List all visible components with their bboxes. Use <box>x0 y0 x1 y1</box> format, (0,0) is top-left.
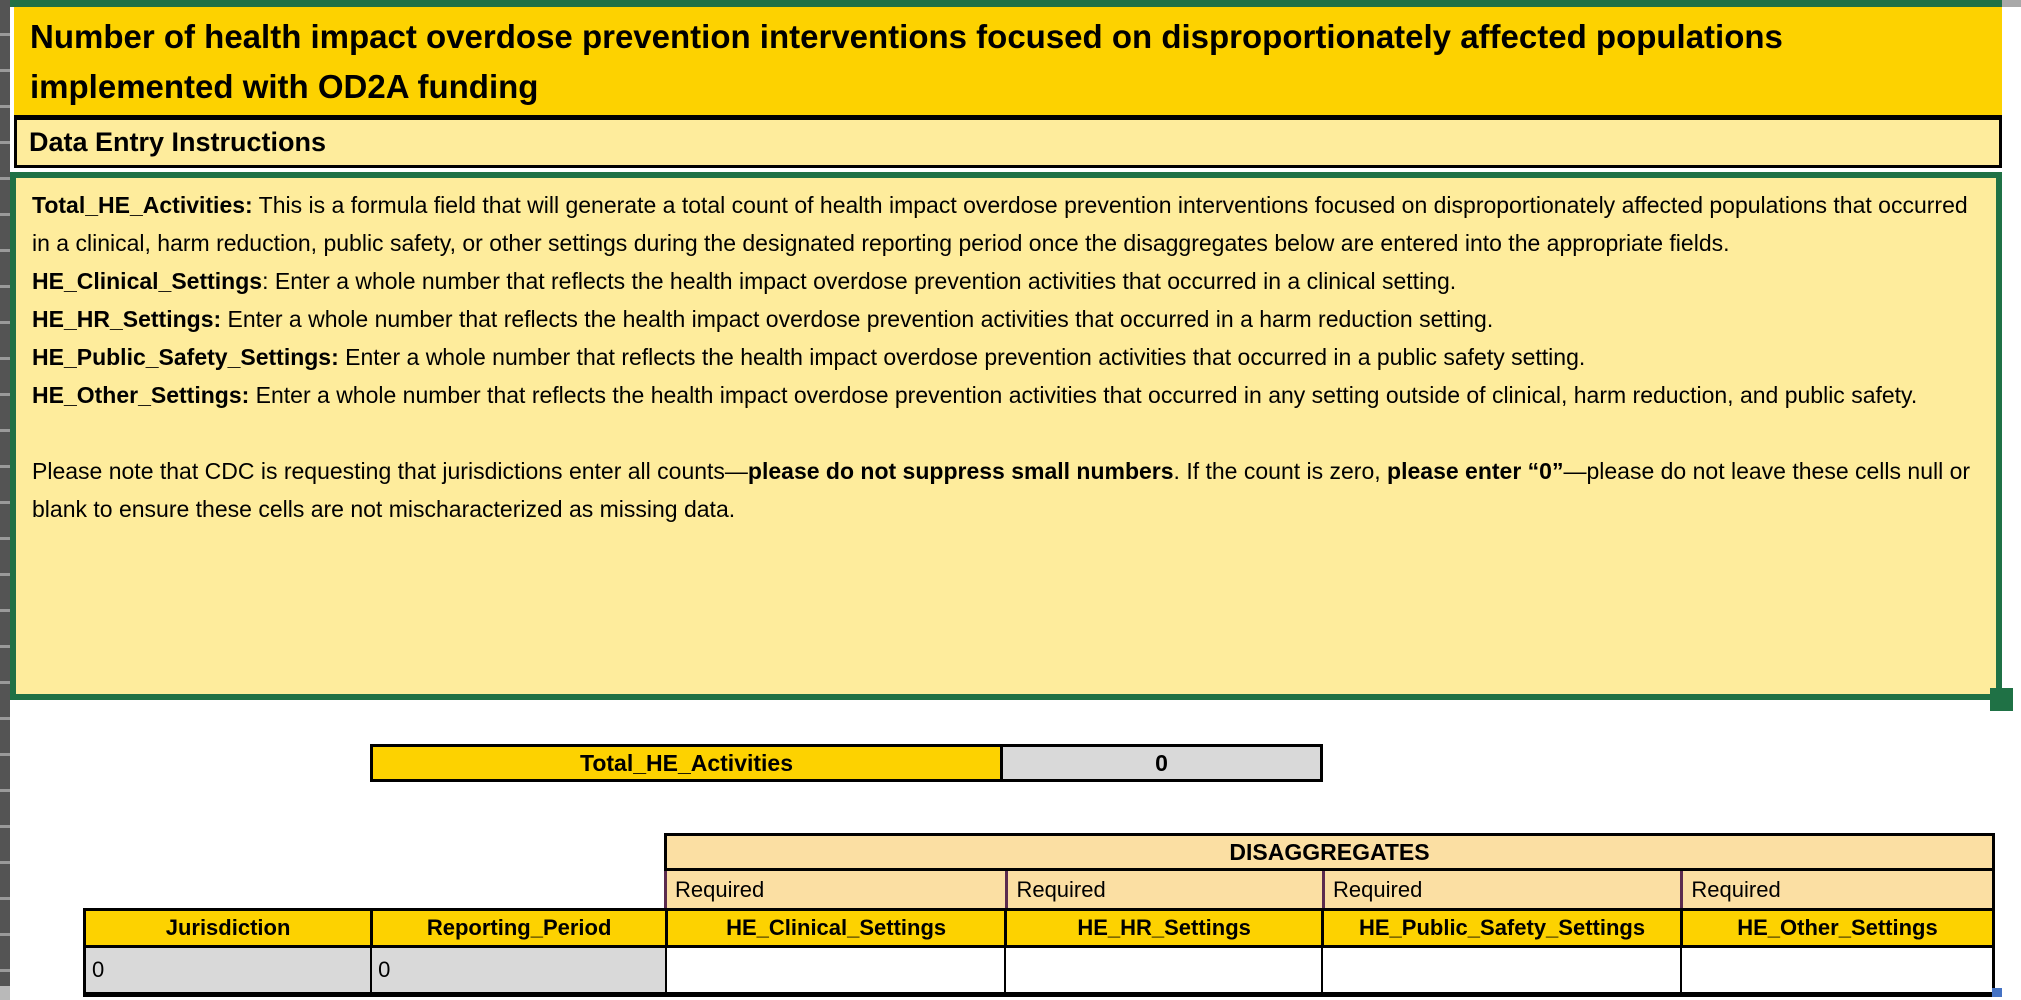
required-cell-other <box>1680 871 1992 908</box>
instruction-term: HE_Public_Safety_Settings: <box>32 344 339 370</box>
total-he-activities-label: Total_HE_Activities <box>579 749 794 776</box>
row-header-strip-foot <box>0 986 10 1000</box>
column-header-he-public-safety-settings <box>1321 911 1680 945</box>
required-label: Required <box>675 876 765 902</box>
data-entry-instructions-header <box>14 120 2002 168</box>
data-cell-he-hr-settings[interactable] <box>1004 948 1321 992</box>
instruction-text: Enter a whole number that reflects the health impact overdose prevention activities that occurred in any setting outside of clinical, harm reduction, and public safety. <box>249 382 1918 408</box>
cell-value: 0 <box>92 957 105 982</box>
column-header-label: HE_Clinical_Settings <box>726 915 947 940</box>
required-cell-public-safety <box>1322 871 1680 908</box>
note-text: Please note that CDC is requesting that jurisdictions enter all counts— <box>32 458 748 484</box>
note-text-bold: please do not suppress small numbers <box>747 458 1174 484</box>
total-he-activities-value: 0 <box>1155 749 1168 776</box>
column-header-he-hr-settings <box>1004 911 1321 945</box>
instruction-text: This is a formula field that will generate a total count of health impact overdose prevention interventions focused on disproportionately affected populations that occurred in a clinical, harm reduction, public safety, or other settings during the designated reporting period once the disaggregates below are entered into the appropriate fields. <box>32 192 1968 256</box>
column-header-label: HE_Public_Safety_Settings <box>1358 915 1646 940</box>
disaggregates-header <box>664 833 1995 871</box>
column-header-jurisdiction <box>86 911 370 945</box>
instruction-term: HE_HR_Settings: <box>32 306 222 332</box>
required-label: Required <box>1691 876 1781 902</box>
note-text-bold: please enter “0” <box>1387 458 1564 484</box>
required-cell-clinical <box>667 871 1005 908</box>
data-cell-jurisdiction[interactable] <box>86 948 370 992</box>
table-header-row <box>83 908 1995 948</box>
data-cell-he-other-settings[interactable] <box>1680 948 1992 992</box>
required-label: Required <box>1333 876 1423 902</box>
required-row <box>664 871 1995 908</box>
data-cell-he-public-safety-settings[interactable] <box>1321 948 1680 992</box>
instruction-term: Total_HE_Activities: <box>32 192 253 218</box>
instruction-item-hr <box>32 300 1978 338</box>
instruction-term: HE_Other_Settings: <box>32 382 250 408</box>
column-header-label: Reporting_Period <box>426 915 612 940</box>
collapsed-row-header-strip <box>0 0 10 1000</box>
column-header-he-other-settings <box>1680 911 1992 945</box>
blue-fill-handle[interactable] <box>1992 988 2002 997</box>
instructions-box <box>10 172 2002 700</box>
sheet-title-text: Number of health impact overdose prevention interventions focused on disproportionately affected populations implemented with OD2A funding <box>30 18 1783 105</box>
top-green-border <box>10 0 2002 7</box>
column-header-label: HE_HR_Settings <box>1077 915 1251 940</box>
green-fill-handle[interactable] <box>1990 688 2013 711</box>
instruction-text: : Enter a whole number that reflects the health impact overdose prevention activities that occurred in a clinical setting. <box>262 268 1457 294</box>
top-gray-corner <box>2002 0 2021 7</box>
cell-value: 0 <box>378 957 391 982</box>
instruction-item-other <box>32 376 1978 414</box>
total-he-activities-label-cell <box>370 744 1003 782</box>
table-data-row <box>83 948 1995 997</box>
instruction-note <box>32 452 1978 528</box>
total-he-activities-value-cell[interactable] <box>1003 744 1323 782</box>
instruction-item-public-safety <box>32 338 1978 376</box>
data-entry-instructions-label: Data Entry Instructions <box>29 127 327 157</box>
instruction-text: Enter a whole number that reflects the health impact overdose prevention activities that occurred in a harm reduction setting. <box>221 306 1494 332</box>
instruction-text: Enter a whole number that reflects the health impact overdose prevention activities that occurred in a public safety setting. <box>338 344 1586 370</box>
column-header-he-clinical-settings <box>665 911 1004 945</box>
column-header-reporting-period <box>370 911 665 945</box>
note-text: . If the count is zero, <box>1173 458 1388 484</box>
disaggregates-label: DISAGGREGATES <box>1229 838 1430 865</box>
sheet-title <box>14 7 2002 120</box>
column-header-label: Jurisdiction <box>165 915 291 940</box>
note-text: —please do not leave these cells null or blank to ensure these cells are not mischaracterized as missing data. <box>32 458 1971 522</box>
required-label: Required <box>1016 876 1106 902</box>
blank-line <box>32 414 1978 452</box>
instruction-term: HE_Clinical_Settings <box>32 268 263 294</box>
column-header-label: HE_Other_Settings <box>1737 915 1938 940</box>
instruction-item-total <box>32 186 1978 262</box>
data-cell-reporting-period[interactable] <box>370 948 665 992</box>
required-cell-hr <box>1005 871 1322 908</box>
data-cell-he-clinical-settings[interactable] <box>665 948 1004 992</box>
instruction-item-clinical <box>32 262 1978 300</box>
